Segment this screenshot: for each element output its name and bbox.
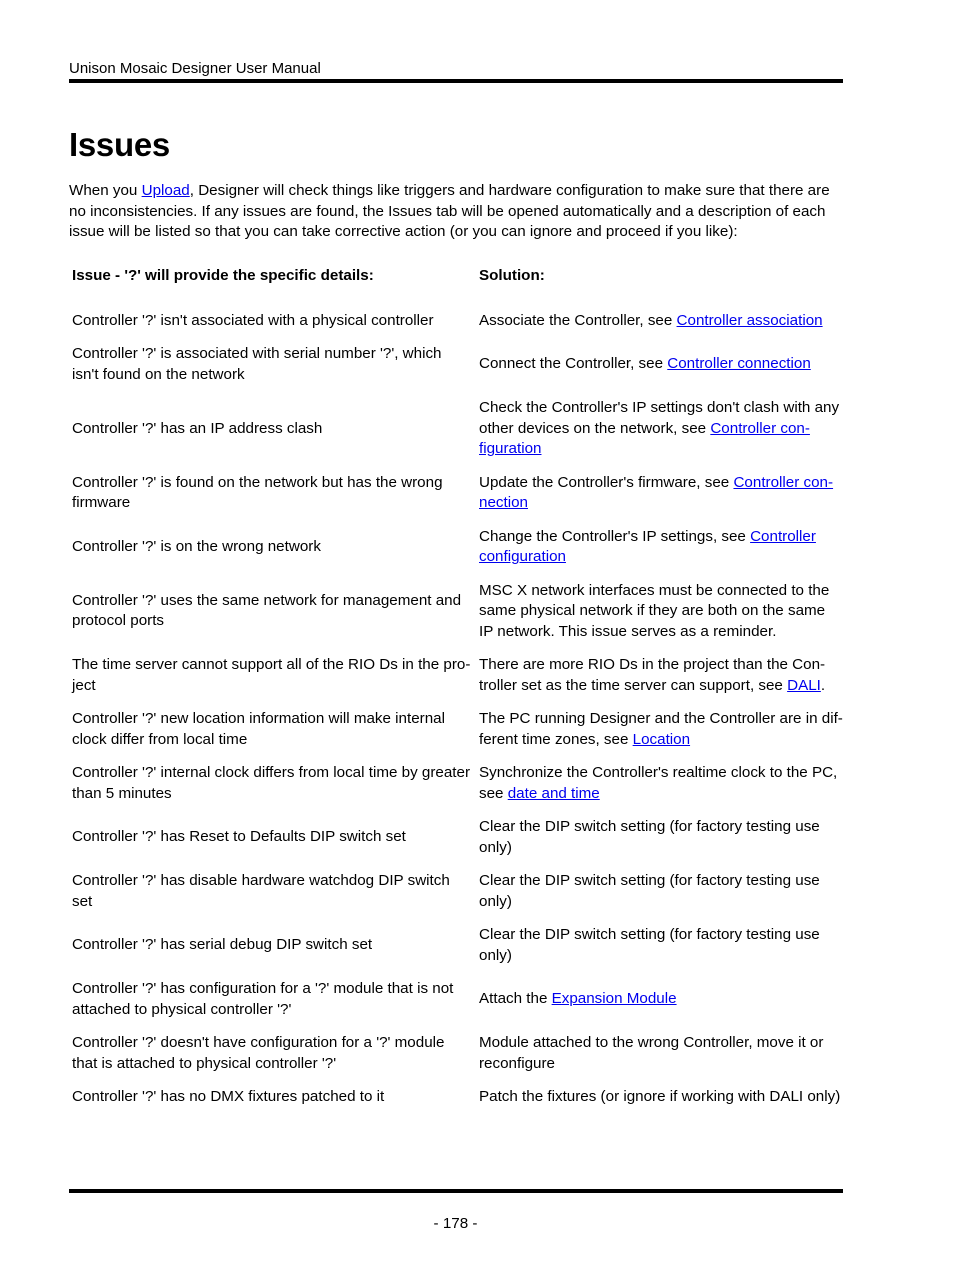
solution-text: Change the Controller's IP settings, see bbox=[479, 527, 751, 545]
footer-rule bbox=[69, 1189, 843, 1193]
solution-text: Patch the fixtures (or ignore if working with DALI only) bbox=[479, 1088, 841, 1105]
issue-column-header: Issue - '?' will provide the specific details: bbox=[72, 267, 374, 284]
solution-cell bbox=[476, 757, 847, 811]
table-row bbox=[69, 1027, 847, 1081]
table-header-row bbox=[69, 258, 847, 305]
solution-text: Attach the bbox=[479, 990, 552, 1008]
header-rule bbox=[69, 79, 843, 83]
intro-text-before: When you bbox=[69, 182, 142, 199]
issue-cell: Controller '?' doesn't have configuration for a '?' module that is attached to physical controller '?' bbox=[72, 1034, 445, 1072]
issue-cell: Controller '?' has an IP address clash bbox=[72, 419, 323, 437]
issues-table bbox=[69, 258, 847, 1115]
table-row bbox=[69, 703, 847, 757]
issue-cell: Controller '?' is associated with serial number '?', which isn't found on the network bbox=[72, 345, 442, 383]
table-row bbox=[69, 649, 847, 703]
table-row bbox=[69, 521, 847, 575]
solution-cell bbox=[476, 1027, 847, 1081]
solution-link[interactable]: date and time bbox=[507, 784, 600, 802]
issue-cell: Controller '?' is on the wrong network bbox=[72, 537, 321, 555]
solution-text: Clear the DIP switch setting (for factory testing use only) bbox=[479, 872, 820, 910]
solution-cell bbox=[476, 392, 847, 467]
intro-paragraph bbox=[69, 181, 845, 243]
solution-link[interactable]: Controller configuration bbox=[479, 527, 816, 565]
solution-cell bbox=[476, 919, 847, 973]
running-header: Unison Mosaic Designer User Manual bbox=[69, 60, 321, 77]
solution-text: There are more RIO Ds in the project than the Con-troller set as the time server can support, see bbox=[479, 656, 826, 694]
page-number: - 178 - bbox=[433, 1215, 478, 1232]
table-row bbox=[69, 973, 847, 1027]
issue-cell: The time server cannot support all of the RIO Ds in the pro-ject bbox=[72, 656, 471, 694]
issue-cell: Controller '?' has Reset to Defaults DIP switch set bbox=[72, 828, 406, 846]
solution-text-after: . bbox=[820, 676, 826, 694]
solution-text: Module attached to the wrong Controller, move it or reconfigure bbox=[479, 1034, 824, 1072]
table-row bbox=[69, 338, 847, 392]
issue-cell: Controller '?' uses the same network for management and protocol ports bbox=[72, 591, 462, 630]
solution-text: Update the Controller's firmware, see bbox=[479, 473, 734, 491]
solution-cell bbox=[476, 1081, 847, 1115]
table-row bbox=[69, 865, 847, 919]
solution-cell bbox=[476, 521, 847, 575]
solution-cell bbox=[476, 703, 847, 757]
solution-link[interactable]: Controller association bbox=[676, 311, 823, 329]
upload-link[interactable]: Upload bbox=[141, 182, 190, 199]
solution-cell bbox=[476, 973, 847, 1027]
solution-cell bbox=[476, 575, 847, 650]
solution-text: The PC running Designer and the Controller are in dif-ferent time zones, see bbox=[479, 710, 843, 748]
issue-cell: Controller '?' has configuration for a '?' module that is not attached to physical controller '?' bbox=[72, 980, 454, 1018]
issue-cell: Controller '?' has serial debug DIP switch set bbox=[72, 936, 373, 954]
issue-cell: Controller '?' has no DMX fixtures patched to it bbox=[72, 1088, 385, 1105]
issue-cell: Controller '?' is found on the network but has the wrong firmware bbox=[72, 473, 443, 511]
table-row bbox=[69, 1081, 847, 1115]
table-row bbox=[69, 305, 847, 339]
solution-text: Check the Controller's IP settings don't clash with any other devices on the network, see bbox=[479, 399, 840, 437]
solution-link[interactable]: Expansion Module bbox=[551, 990, 677, 1008]
solution-text: MSC X network interfaces must be connected to the same physical network if they are both on the same IP network. This issue serves as a reminder. bbox=[479, 581, 830, 640]
solution-link[interactable]: DALI bbox=[787, 676, 821, 694]
page-title: Issues bbox=[69, 126, 170, 163]
solution-cell bbox=[476, 649, 847, 703]
solution-text: Clear the DIP switch setting (for factory testing use only) bbox=[479, 926, 820, 964]
solution-cell bbox=[476, 305, 847, 339]
solution-link[interactable]: Controller connection bbox=[667, 355, 811, 373]
solution-link[interactable]: Location bbox=[632, 730, 691, 748]
solution-cell bbox=[476, 467, 847, 521]
table-row bbox=[69, 392, 847, 467]
intro-text-after: , Designer will check things like triggers and hardware configuration to make sure that there are no inconsistencies. If any issues are found, the Issues tab will be opened automatically and a description of each issue will be listed so that you can take corrective action (or you can ignore and proceed if you like): bbox=[69, 182, 830, 240]
solution-cell bbox=[476, 338, 847, 392]
solution-text: Connect the Controller, see bbox=[479, 355, 668, 373]
table-row bbox=[69, 575, 847, 650]
solution-text: Clear the DIP switch setting (for factory testing use only) bbox=[479, 818, 820, 856]
issue-cell: Controller '?' internal clock differs from local time by greater than 5 minutes bbox=[72, 764, 471, 802]
issue-cell: Controller '?' new location information will make internal clock differ from local time bbox=[72, 710, 445, 748]
solution-link[interactable]: Controller con-figuration bbox=[479, 419, 810, 457]
solution-cell bbox=[476, 811, 847, 865]
issue-cell: Controller '?' isn't associated with a physical controller bbox=[72, 311, 434, 329]
table-row bbox=[69, 757, 847, 811]
solution-text: Associate the Controller, see bbox=[479, 311, 677, 329]
issue-cell: Controller '?' has disable hardware watchdog DIP switch set bbox=[72, 872, 450, 910]
solution-column-header: Solution: bbox=[479, 267, 545, 284]
solution-text: Synchronize the Controller's realtime clock to the PC, see bbox=[479, 764, 838, 802]
table-row bbox=[69, 811, 847, 865]
solution-link[interactable]: Controller con-nection bbox=[479, 473, 834, 511]
table-row bbox=[69, 467, 847, 521]
solution-cell bbox=[476, 865, 847, 919]
table-row bbox=[69, 919, 847, 973]
